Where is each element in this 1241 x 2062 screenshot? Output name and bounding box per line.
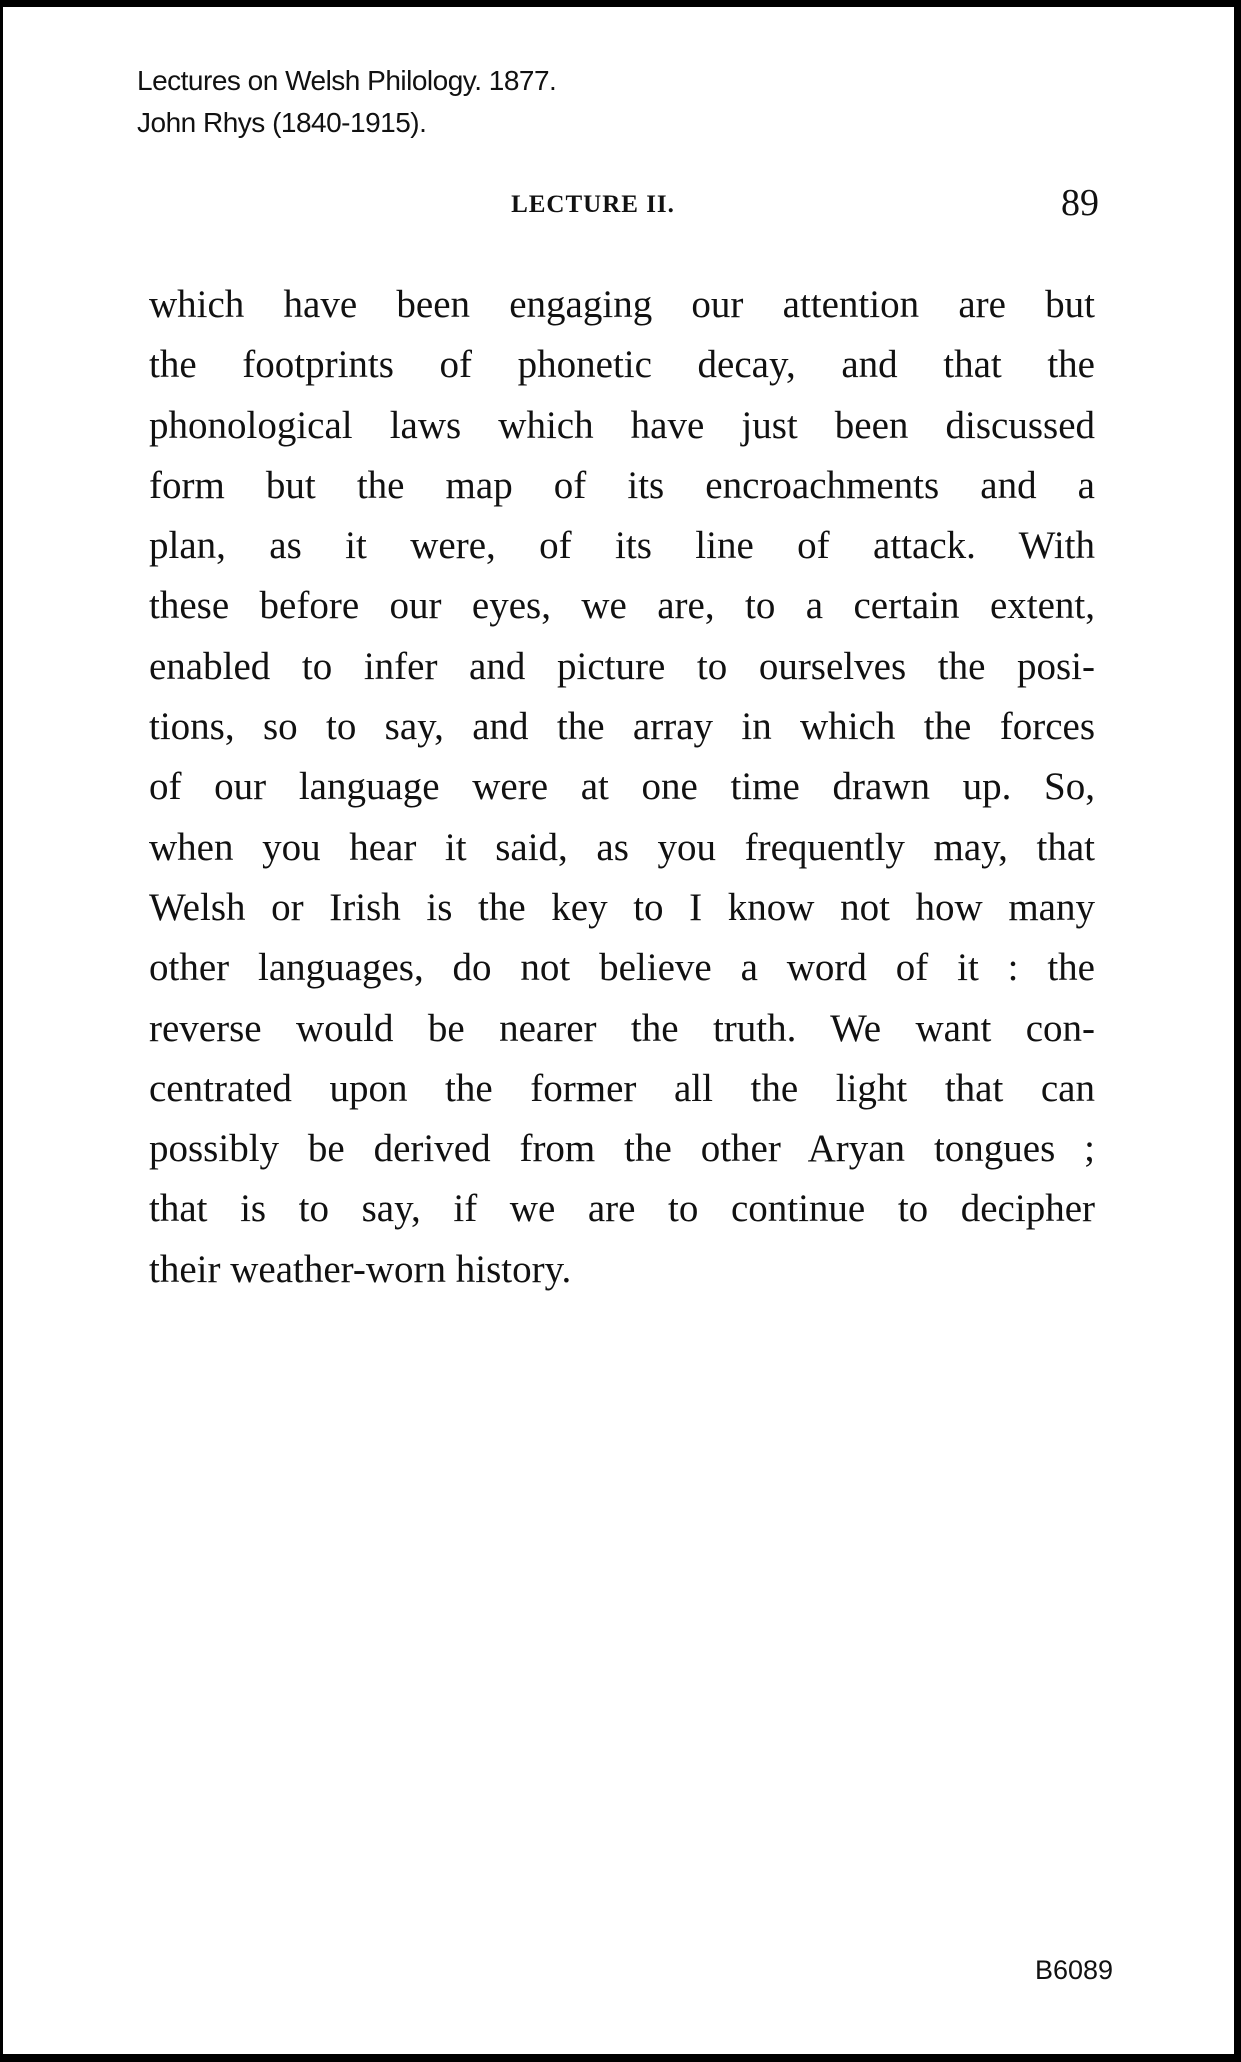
text-line: form but the map of its encroachments and a bbox=[149, 463, 1095, 507]
text-line: plan, as it were, of its line of attack. With bbox=[149, 524, 1095, 568]
text-line: when you hear it said, as you frequently may, that bbox=[149, 825, 1095, 869]
text-line: their weather-worn history. bbox=[149, 1247, 572, 1291]
text-line: reverse would be nearer the truth. We want con- bbox=[149, 1006, 1095, 1050]
text-line: that is to say, if we are to continue to decipher bbox=[149, 1187, 1095, 1231]
text-line: the footprints of phonetic decay, and that the bbox=[149, 343, 1095, 387]
text-line: these before our eyes, we are, to a certain extent, bbox=[149, 584, 1095, 628]
text-line: enabled to infer and picture to ourselves the posi- bbox=[149, 644, 1095, 688]
text-line: other languages, do not believe a word of it : the bbox=[149, 946, 1095, 990]
citation-title: Lectures on Welsh Philology. 1877. bbox=[137, 65, 557, 96]
footer-code: B6089 bbox=[1035, 1955, 1114, 1985]
text-line: which have been engaging our attention are but bbox=[149, 283, 1095, 326]
text-line: Welsh or Irish is the key to I know not how many bbox=[149, 885, 1095, 929]
running-head-title: LECTURE II. bbox=[511, 191, 675, 218]
text-line: centrated upon the former all the light that can bbox=[149, 1066, 1095, 1110]
text-line: of our language were at one time drawn up. So, bbox=[149, 765, 1095, 809]
page-number: 89 bbox=[1061, 182, 1099, 224]
scanned-page bbox=[3, 7, 1234, 2054]
text-line: tions, so to say, and the array in which the forces bbox=[149, 705, 1095, 749]
text-line: possibly be derived from the other Aryan tongues ; bbox=[149, 1127, 1095, 1171]
citation-author: John Rhys (1840-1915). bbox=[137, 107, 427, 138]
text-line: phonological laws which have just been discussed bbox=[149, 403, 1095, 447]
body-text bbox=[149, 279, 1095, 1304]
